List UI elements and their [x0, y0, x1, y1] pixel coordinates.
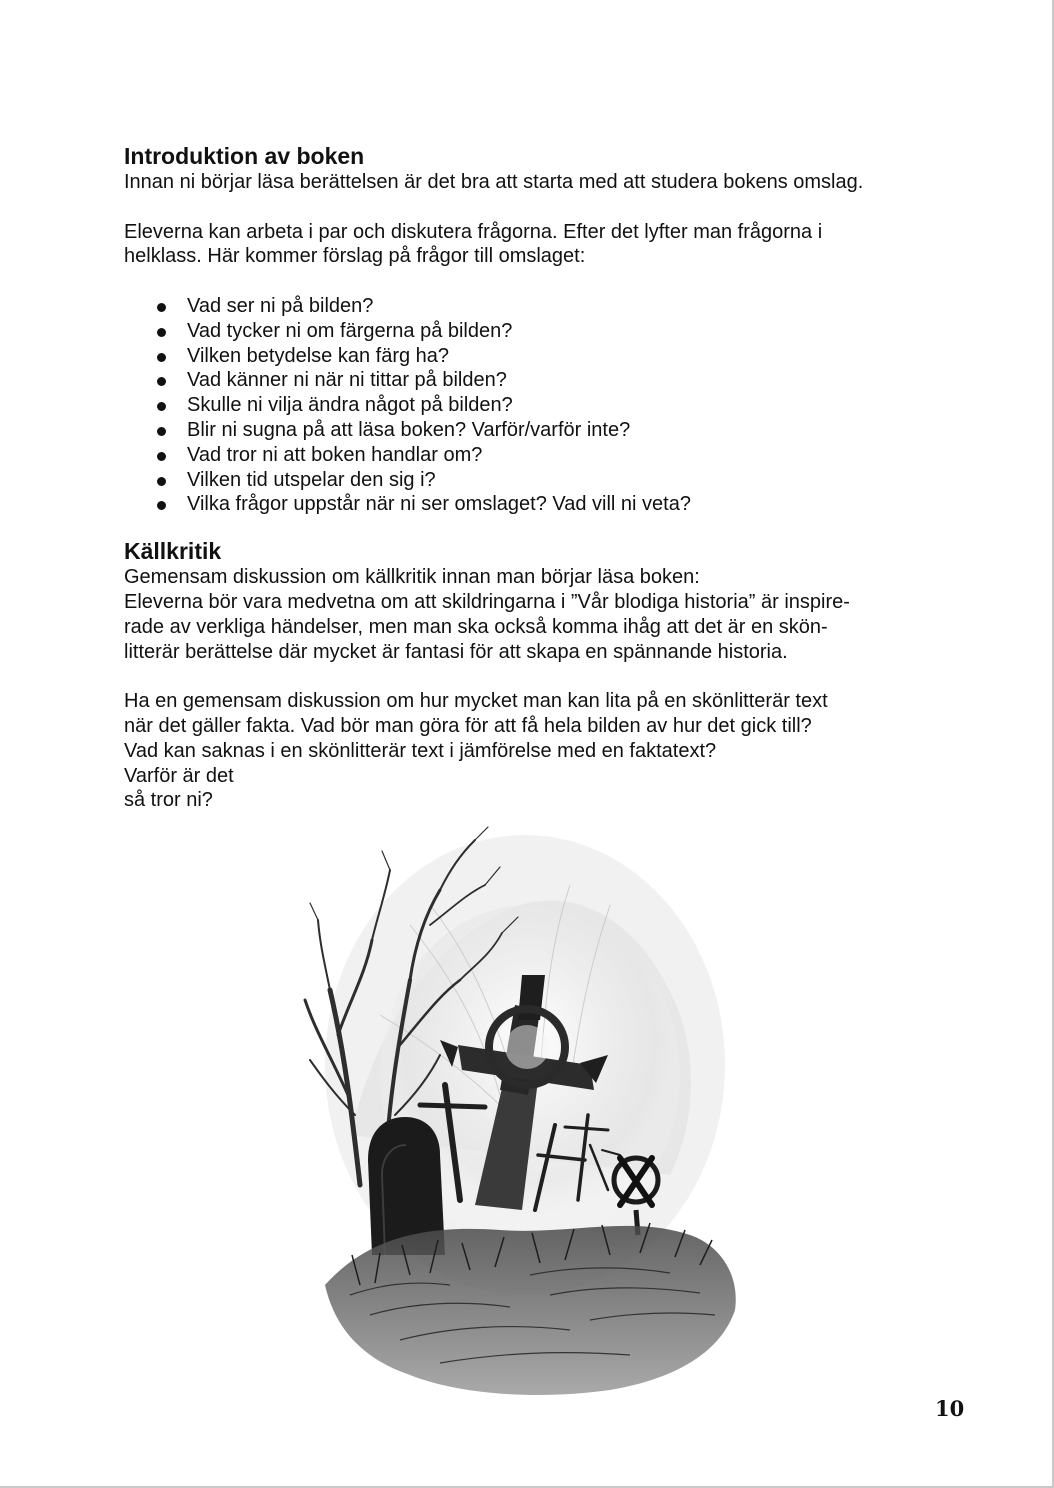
intro-paragraph: Innan ni börjar läsa berättelsen är det bra att starta med att studera bokens omslag. — [124, 171, 864, 193]
discussion-line: när det gäller fakta. Vad bör man göra för att få hela bilden av hur det gick till? — [124, 714, 812, 737]
question-item: Vad känner ni när ni tittar på bilden? — [124, 368, 924, 393]
section-heading-introduktion: Introduktion av boken — [124, 143, 365, 169]
discussion-line: Vad kan saknas i en skönlitterär text i jämförelse med en faktatext? — [124, 739, 717, 762]
pair-work-line-1: Eleverna kan arbeta i par och diskutera frågorna. Efter det lyfter man frågorna i — [124, 220, 823, 243]
kallkritik-line: Eleverna bör vara medvetna om att skildringarna i ”Vår blodiga historia” är inspire- — [124, 590, 850, 613]
question-item: Vilken tid utspelar den sig i? — [124, 468, 924, 493]
section-heading-kallkritik: Källkritik — [124, 538, 222, 565]
kallkritik-line: litterär berättelse där mycket är fantasi för att skapa en spännande historia. — [124, 640, 788, 663]
discussion-line: Ha en gemensam diskussion om hur mycket man kan lita på en skönlitterär text — [124, 690, 828, 713]
question-item: Blir ni sugna på att läsa boken? Varför/varför inte? — [124, 418, 924, 443]
question-list — [124, 294, 924, 517]
question-item: Skulle ni vilja ändra något på bilden? — [124, 393, 924, 418]
question-item: Vad tycker ni om färgerna på bilden? — [124, 319, 924, 344]
graveyard-illustration — [290, 815, 760, 1405]
kallkritik-line: Gemensam diskussion om källkritik innan man börjar läsa boken: — [124, 566, 700, 589]
discussion-line: så tror ni? — [124, 789, 213, 812]
question-item: Vilken betydelse kan färg ha? — [124, 344, 924, 369]
question-item: Vad ser ni på bilden? — [124, 294, 924, 319]
paragraph-gap — [124, 664, 924, 689]
kallkritik-line: rade av verkliga händelser, men man ska också komma ihåg att det är en skön- — [124, 615, 828, 638]
paragraph-gap — [124, 269, 924, 294]
discussion-line: Varför är det — [124, 764, 234, 787]
pair-work-line-2: helklass. Här kommer förslag på frågor till omslaget: — [124, 245, 586, 268]
grass-mound — [325, 1223, 736, 1395]
question-item: Vilka frågor uppstår när ni ser omslaget? Vad vill ni veta? — [124, 492, 924, 517]
question-item: Vad tror ni att boken handlar om? — [124, 443, 924, 468]
paragraph-gap — [124, 195, 924, 220]
page-number: 10 — [935, 1396, 965, 1421]
page-content — [124, 142, 924, 813]
